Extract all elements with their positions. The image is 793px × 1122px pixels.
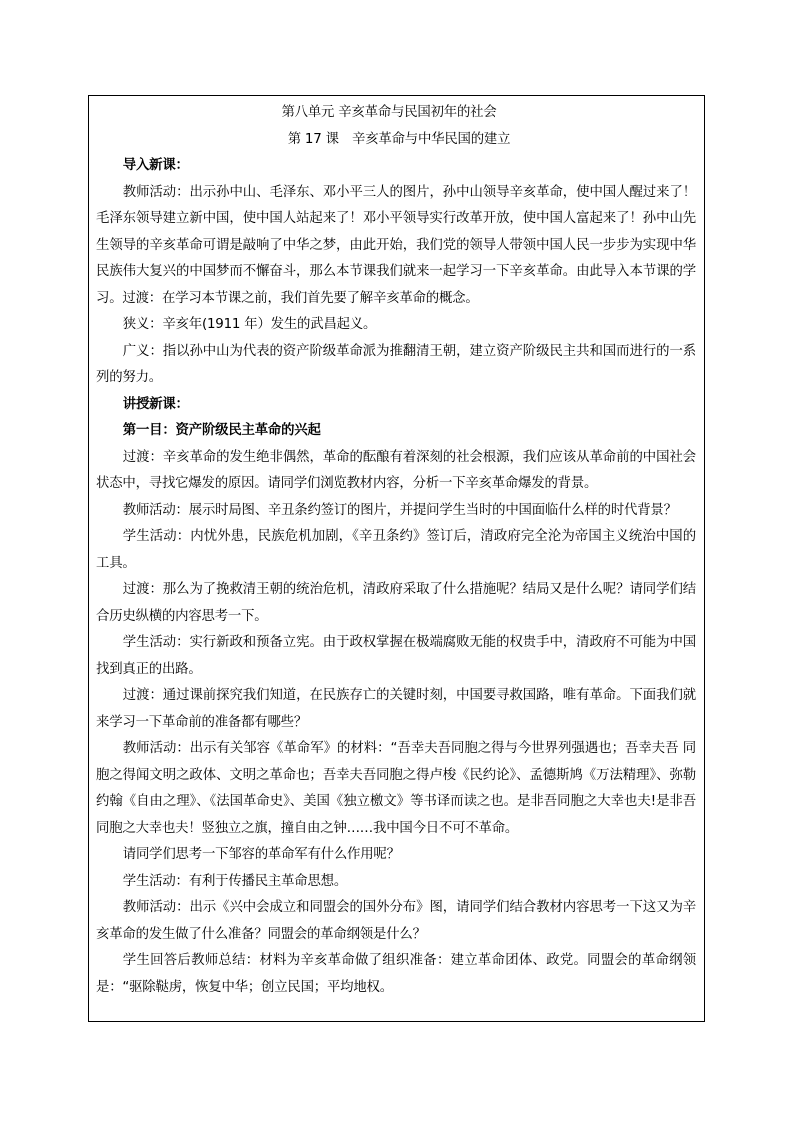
document-body [96,100,696,1001]
section1-paragraph: 学生回答后教师总结：材料为辛亥革命做了组织准备：建立革命团体、政党。同盟会的革命纲领是：“驱除鞑虏，恢复中华；创立民国；平均地权。 [96,953,696,995]
section1-paragraph: 学生活动：有利于传播民主革命思想。 [122,873,348,889]
section1-paragraph: 请同学们思考一下邹容的革命军有什么作用呢？ [122,847,400,862]
lesson-title: 第 17 课 辛亥革命与中华民国的建立 [287,131,511,147]
section1-paragraph: 学生活动：实行新政和预备立宪。由于政权掌握在极端腐败无能的权贵手中，清政府不可能为中国找到真正的出路。 [96,635,696,677]
section1-paragraph: 学生活动：内忧外患，民族危机加剧，《辛丑条约》签订后，清政府完全沦为帝国主义统治中国的工具。 [96,529,696,571]
section1-paragraph: 过渡：通过课前探究我们知道，在民族存亡的关键时刻，中国要寻救国路，唯有革命。下面我们就来学习一下革命前的准备都有哪些？ [96,688,696,730]
intro-paragraph: 教师活动：出示孙中山、毛泽东、邓小平三人的图片，孙中山领导辛亥革命，使中国人醒过来了！毛泽东领导建立新中国，使中国人站起来了！邓小平领导实行改革开放，使中国人富起来了！孙中山先生领导的辛亥革命可谓是敲响了中华之梦，由此开始，我们党的领导人带领中国人民一步步为实现中华民族伟大复兴的中国梦而不懈奋斗，那么本节课我们就来一起学习一下辛亥革命。由此导入本节课的学习。过渡：在学习本节课之前，我们首先要了解辛亥革命的概念。 [96,184,696,306]
unit-title: 第八单元 辛亥革命与民国初年的社会 [281,105,497,120]
section1-paragraph: 过渡：辛亥革命的发生绝非偶然，革命的酝酿有着深刻的社会根源，我们应该从革命前的中国社会状态中，寻找它爆发的原因。请同学们浏览教材内容，分析一下辛亥革命爆发的背景。 [96,449,696,491]
section1-paragraph: 教师活动：出示有关邹容《革命军》的材料：“吾幸夫吾同胞之得与今世界列强遇也；吾幸夫吾 同胞之得闻文明之政体、文明之革命也；吾幸夫吾同胞之得卢梭《民约论》、孟德斯鸠《万法精理》、弥勒约翰《自由之理》、《法国革命史》、美国《独立檄文》等书译而读之也。是非吾同胞之大幸也夫!是非吾同胞之大幸也夫！竖独立之旗，撞自由之钟……我中国今日不可不革命。 [96,741,696,836]
intro-paragraph: 广义：指以孙中山为代表的资产阶级革命派为推翻清王朝，建立资产阶级民主共和国而进行的一系列的努力。 [96,343,696,385]
section1-paragraph: 教师活动：展示时局图、辛丑条约签订的图片，并提问学生当时的中国面临什么样的时代背景？ [122,502,677,518]
intro-paragraph: 狭义：辛亥年(1911 年）发生的武昌起义。 [122,317,377,332]
section1-heading: 第一目：资产阶级民主革命的兴起 [122,423,321,438]
intro-heading: 导入新课： [122,158,189,173]
section1-paragraph: 过渡：那么为了挽救清王朝的统治危机，清政府采取了什么措施呢？结局又是什么呢？请同学们结合历史纵横的内容思考一下。 [96,582,696,624]
section1-paragraph: 教师活动：出示《兴中会成立和同盟会的国外分布》图，请同学们结合教材内容思考一下这又为辛亥革命的发生做了什么准备？同盟会的革命纲领是什么？ [96,900,696,942]
lesson-heading: 讲授新课： [122,396,189,412]
